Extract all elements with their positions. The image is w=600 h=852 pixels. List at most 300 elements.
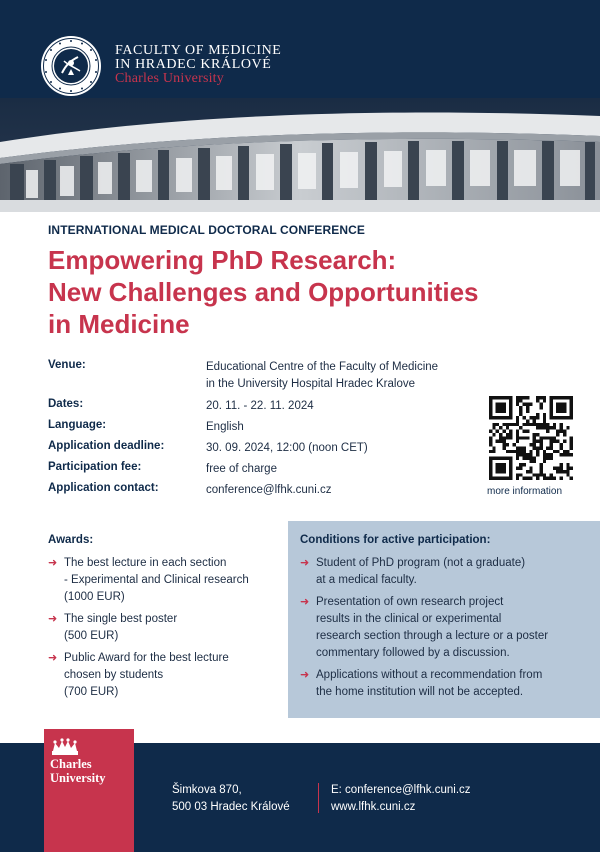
qr-module (492, 396, 495, 399)
qr-module (519, 413, 522, 416)
qr-module (516, 473, 519, 476)
qr-module (560, 423, 563, 426)
qr-module (560, 406, 563, 409)
qr-module (516, 456, 519, 459)
qr-module (489, 399, 492, 402)
qr-module (536, 440, 539, 443)
qr-module (563, 440, 566, 443)
qr-module (506, 433, 509, 436)
qr-module (570, 477, 573, 480)
qr-module (509, 436, 512, 439)
qr-module (502, 403, 505, 406)
awards-list (48, 555, 278, 701)
faculty-name (115, 44, 281, 86)
qr-module (536, 413, 539, 416)
qr-module (563, 409, 566, 412)
qr-module (533, 433, 536, 436)
qr-module (502, 477, 505, 480)
qr-module (516, 396, 519, 399)
qr-module (496, 430, 499, 433)
arrow-right-icon: ➜ (300, 557, 310, 569)
qr-module (523, 446, 526, 449)
qr-module (570, 443, 573, 446)
qr-module (539, 440, 542, 443)
qr-module (523, 416, 526, 419)
qr-module (502, 406, 505, 409)
award-line: The single best poster (64, 613, 178, 625)
qr-module (519, 399, 522, 402)
qr-module (563, 433, 566, 436)
qr-module (492, 446, 495, 449)
qr-module (526, 470, 529, 473)
qr-module (560, 477, 563, 480)
qr-module (499, 416, 502, 419)
qr-module (533, 420, 536, 423)
qr-module (539, 470, 542, 473)
qr-module (543, 453, 546, 456)
qr-module (570, 409, 573, 412)
qr-module (502, 423, 505, 426)
qr-module (553, 450, 556, 453)
qr-module (489, 436, 492, 439)
qr-module (556, 403, 559, 406)
qr-module (570, 453, 573, 456)
qr-module (526, 456, 529, 459)
qr-module (546, 477, 549, 480)
qr-module (543, 423, 546, 426)
list-item (48, 555, 278, 606)
qr-module (523, 453, 526, 456)
detail-value: free of charge (206, 463, 277, 475)
qr-module (556, 409, 559, 412)
qr-module (519, 396, 522, 399)
awards-title: Awards: (48, 534, 94, 546)
condition-line: Applications without a recommendation from (316, 669, 543, 681)
qr-module (499, 467, 502, 470)
qr-module (556, 430, 559, 433)
qr-module (516, 423, 519, 426)
qr-module (543, 450, 546, 453)
arrow-right-icon: ➜ (300, 669, 310, 681)
qr-module (553, 396, 556, 399)
qr-module (496, 403, 499, 406)
building-photo (0, 98, 600, 212)
qr-module (539, 467, 542, 470)
detail-value: 30. 09. 2024, 12:00 (noon CET) (206, 442, 368, 454)
award-line: (1000 EUR) (64, 591, 125, 603)
qr-module (502, 467, 505, 470)
qr-module (509, 463, 512, 466)
qr-module (570, 446, 573, 449)
qr-module (519, 406, 522, 409)
qr-module (549, 446, 552, 449)
qr-module (509, 470, 512, 473)
qr-module (489, 416, 492, 419)
arrow-right-icon: ➜ (300, 596, 310, 608)
charles-university-logo (44, 729, 134, 852)
qr-module (539, 443, 542, 446)
qr-module (570, 399, 573, 402)
qr-module (546, 426, 549, 429)
qr-module (556, 470, 559, 473)
qr-code[interactable] (489, 396, 573, 480)
qr-module (509, 413, 512, 416)
detail-label: Application contact: (48, 482, 159, 494)
qr-module (536, 477, 539, 480)
detail-value: in the University Hospital Hradec Kralove (206, 378, 416, 390)
qr-module (566, 453, 569, 456)
condition-line: research section through a lecture or a poster (316, 630, 549, 642)
qr-module (570, 396, 573, 399)
qr-module (556, 450, 559, 453)
qr-module (539, 396, 542, 399)
qr-module (523, 477, 526, 480)
qr-module (560, 430, 563, 433)
qr-module (549, 453, 552, 456)
qr-module (553, 426, 556, 429)
qr-module (489, 406, 492, 409)
postal-address (172, 782, 290, 816)
qr-module (566, 463, 569, 466)
qr-module (553, 440, 556, 443)
qr-module (492, 450, 495, 453)
list-item (300, 667, 595, 701)
qr-module (529, 416, 532, 419)
qr-module (549, 456, 552, 459)
qr-module (563, 470, 566, 473)
qr-module (496, 406, 499, 409)
qr-module (539, 436, 542, 439)
qr-module (509, 416, 512, 419)
qr-module (563, 406, 566, 409)
qr-module (536, 396, 539, 399)
award-line: (700 EUR) (64, 686, 119, 698)
qr-module (509, 473, 512, 476)
qr-module (489, 443, 492, 446)
awards-section (48, 534, 278, 701)
qr-module (546, 436, 549, 439)
qr-module (543, 416, 546, 419)
qr-module (539, 463, 542, 466)
qr-module (516, 433, 519, 436)
condition-line: the home institution will not be accepted. (316, 686, 524, 698)
qr-module (509, 460, 512, 463)
qr-module (506, 477, 509, 480)
qr-module (523, 403, 526, 406)
qr-module (516, 399, 519, 402)
qr-module (549, 426, 552, 429)
qr-module (513, 450, 516, 453)
qr-module (492, 423, 495, 426)
qr-module (516, 420, 519, 423)
qr-module (563, 396, 566, 399)
qr-module (489, 467, 492, 470)
qr-module (536, 473, 539, 476)
qr-module (529, 423, 532, 426)
condition-line: results in the clinical or experimental (316, 613, 502, 625)
qr-module (523, 430, 526, 433)
qr-module (499, 436, 502, 439)
qr-module (560, 409, 563, 412)
qr-module (499, 477, 502, 480)
arrow-right-icon: ➜ (48, 613, 58, 625)
qr-module (492, 456, 495, 459)
qr-module (509, 477, 512, 480)
qr-module (566, 470, 569, 473)
award-line: Public Award for the best lecture (64, 652, 229, 664)
qr-module (543, 477, 546, 480)
qr-module (539, 426, 542, 429)
qr-module (519, 409, 522, 412)
qr-module (529, 403, 532, 406)
qr-module (566, 396, 569, 399)
qr-module (563, 453, 566, 456)
qr-module (502, 446, 505, 449)
qr-module (519, 467, 522, 470)
qr-module (556, 440, 559, 443)
qr-module (570, 467, 573, 470)
condition-line: Student of PhD program (not a graduate) (316, 557, 526, 569)
qr-module (529, 456, 532, 459)
qr-module (496, 423, 499, 426)
qr-module (513, 423, 516, 426)
qr-module (516, 467, 519, 470)
qr-module (533, 440, 536, 443)
qr-module (549, 443, 552, 446)
qr-module (563, 450, 566, 453)
qr-module (496, 416, 499, 419)
qr-module (553, 416, 556, 419)
qr-module (489, 440, 492, 443)
qr-module (546, 423, 549, 426)
qr-module (556, 416, 559, 419)
qr-module (536, 450, 539, 453)
qr-module (516, 450, 519, 453)
qr-module (496, 463, 499, 466)
qr-module (543, 460, 546, 463)
qr-module (556, 406, 559, 409)
qr-module (502, 470, 505, 473)
qr-module (489, 460, 492, 463)
qr-label[interactable]: more information (487, 486, 563, 497)
qr-module (506, 443, 509, 446)
award-line: The best lecture in each section (64, 557, 227, 569)
qr-module (549, 403, 552, 406)
title-line: Empowering PhD Research: (48, 245, 397, 275)
qr-module (570, 436, 573, 439)
contact-email[interactable]: E: conference@lfhk.cuni.cz (331, 784, 471, 796)
conditions-panel (288, 521, 600, 718)
qr-module (519, 450, 522, 453)
qr-module (502, 440, 505, 443)
qr-module (523, 423, 526, 426)
qr-module (566, 426, 569, 429)
qr-module (506, 396, 509, 399)
title-line: New Challenges and Opportunities (48, 277, 479, 307)
qr-module (516, 440, 519, 443)
qr-module (489, 463, 492, 466)
detail-value: Educational Centre of the Faculty of Medicine (206, 361, 439, 373)
qr-module (509, 450, 512, 453)
qr-module (496, 470, 499, 473)
qr-module (570, 440, 573, 443)
qr-module (549, 409, 552, 412)
qr-module (509, 396, 512, 399)
qr-module (492, 426, 495, 429)
qr-module (543, 426, 546, 429)
qr-module (502, 430, 505, 433)
qr-module (516, 430, 519, 433)
condition-line: commentary followed by a discussion. (316, 647, 510, 659)
detail-label: Participation fee: (48, 461, 142, 473)
qr-module (506, 436, 509, 439)
qr-module (536, 426, 539, 429)
qr-module (506, 450, 509, 453)
qr-module (560, 463, 563, 466)
logo-text (50, 757, 106, 785)
qr-module (526, 420, 529, 423)
qr-module (526, 430, 529, 433)
qr-module (566, 467, 569, 470)
qr-module (563, 403, 566, 406)
qr-module (499, 406, 502, 409)
qr-module (536, 446, 539, 449)
qr-module (536, 416, 539, 419)
qr-module (566, 473, 569, 476)
award-line: (500 EUR) (64, 630, 119, 642)
list-item (300, 555, 595, 589)
qr-module (553, 477, 556, 480)
detail-label: Dates: (48, 398, 84, 410)
qr-module (489, 477, 492, 480)
qr-module (539, 446, 542, 449)
qr-module (502, 456, 505, 459)
qr-module (523, 463, 526, 466)
qr-module (519, 473, 522, 476)
qr-module (489, 470, 492, 473)
list-item (48, 611, 278, 645)
qr-module (496, 440, 499, 443)
address-line-2: 500 03 Hradec Králové (172, 801, 290, 813)
qr-module (566, 416, 569, 419)
conditions-list (300, 555, 595, 701)
qr-module (560, 453, 563, 456)
qr-module (509, 423, 512, 426)
qr-module (543, 436, 546, 439)
qr-module (549, 399, 552, 402)
qr-module (529, 467, 532, 470)
qr-module (529, 470, 532, 473)
qr-module (499, 456, 502, 459)
qr-module (529, 453, 532, 456)
qr-module (496, 467, 499, 470)
qr-module (499, 396, 502, 399)
faculty-line-2: IN HRADEC KRÁLOVÉ (115, 57, 272, 72)
qr-module (560, 416, 563, 419)
qr-module (570, 416, 573, 419)
qr-module (533, 473, 536, 476)
qr-module (533, 460, 536, 463)
qr-module (516, 416, 519, 419)
detail-label: Language: (48, 419, 107, 431)
qr-module (563, 430, 566, 433)
qr-module (533, 416, 536, 419)
conditions-title: Conditions for active participation: (300, 534, 491, 546)
qr-module (509, 456, 512, 459)
qr-module (546, 453, 549, 456)
qr-module (489, 473, 492, 476)
detail-value: 20. 11. - 22. 11. 2024 (206, 400, 314, 412)
detail-value[interactable]: conference@lfhk.cuni.cz (206, 484, 332, 496)
qr-module (499, 463, 502, 466)
qr-module (570, 413, 573, 416)
qr-module (560, 443, 563, 446)
qr-module (526, 477, 529, 480)
award-line: chosen by students (64, 669, 164, 681)
qr-module (529, 443, 532, 446)
qr-module (513, 443, 516, 446)
qr-module (523, 450, 526, 453)
qr-module (489, 396, 492, 399)
qr-module (492, 477, 495, 480)
qr-module (523, 436, 526, 439)
qr-module (543, 473, 546, 476)
detail-value: English (206, 421, 244, 433)
qr-module (536, 399, 539, 402)
qr-module (536, 423, 539, 426)
qr-module (563, 416, 566, 419)
qr-module (543, 396, 546, 399)
qr-module (543, 456, 546, 459)
condition-line: at a medical faculty. (316, 574, 417, 586)
qr-module (506, 426, 509, 429)
qr-module (496, 456, 499, 459)
qr-module (549, 473, 552, 476)
qr-module (543, 399, 546, 402)
qr-module (546, 446, 549, 449)
qr-module (529, 477, 532, 480)
qr-module (506, 416, 509, 419)
qr-module (499, 426, 502, 429)
qr-module (516, 403, 519, 406)
qr-module (536, 453, 539, 456)
qr-module (523, 396, 526, 399)
qr-module (539, 406, 542, 409)
qr-module (489, 403, 492, 406)
qr-module (560, 467, 563, 470)
qr-module (526, 409, 529, 412)
qr-module (553, 467, 556, 470)
qr-module (502, 396, 505, 399)
qr-module (509, 406, 512, 409)
faculty-line-1: FACULTY OF MEDICINE (115, 43, 282, 58)
qr-module (553, 436, 556, 439)
qr-module (549, 436, 552, 439)
title-line: in Medicine (48, 309, 190, 339)
qr-module (570, 406, 573, 409)
university-name: Charles University (115, 71, 224, 86)
qr-module (549, 396, 552, 399)
condition-line: Presentation of own research project (316, 596, 504, 608)
qr-module (502, 416, 505, 419)
qr-module (549, 477, 552, 480)
qr-module (543, 420, 546, 423)
qr-module (539, 423, 542, 426)
qr-module (492, 433, 495, 436)
qr-module (560, 426, 563, 429)
qr-module (553, 423, 556, 426)
contact-website[interactable]: www.lfhk.cuni.cz (331, 801, 416, 813)
